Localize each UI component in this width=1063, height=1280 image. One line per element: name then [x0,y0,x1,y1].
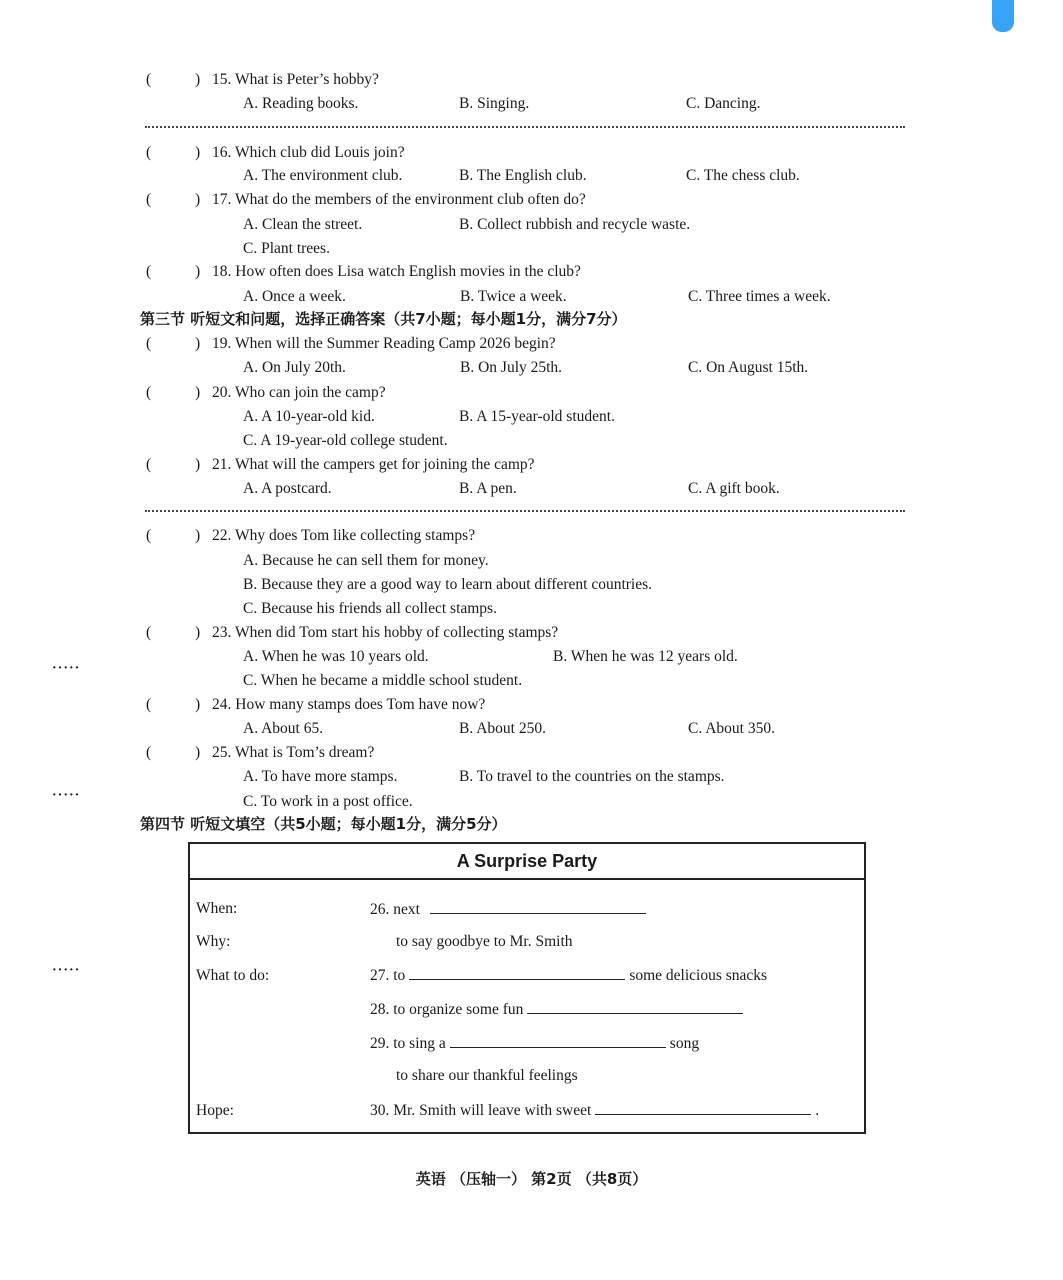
question-19-option-b: B. On July 25th. [460,359,563,376]
question-15-option-b: B. Singing. [459,95,530,112]
question-19-option-c: C. On August 15th. [688,359,809,376]
question-16-option-b: B. The English club. [459,167,587,184]
question-23-option-c: C. When he became a middle school student. [243,672,523,689]
item-29-suffix: song [669,1035,700,1052]
blank-26[interactable] [430,899,646,914]
question-20-option-c: C. A 19-year-old college student. [243,432,448,449]
answer-paren-open: ( [146,384,152,401]
item-29-text: 29. to sing a [370,1035,446,1052]
answer-paren-close: ) [195,744,201,761]
question-23-option-b: B. When he was 12 years old. [553,648,738,665]
hope-label: Hope: [196,1102,234,1119]
question-23-option-a: A. When he was 10 years old. [243,648,429,665]
answer-paren-close: ) [195,456,201,473]
question-17-option-c: C. Plant trees. [243,240,330,257]
question-22-option-c: C. Because his friends all collect stamps. [243,600,497,617]
question-17-stem: 17. What do the members of the environment club often do? [212,191,586,208]
answer-paren-close: ) [195,263,201,280]
blank-27[interactable] [409,965,625,980]
question-17-option-a: A. Clean the street. [243,216,363,233]
question-23-stem: 23. When did Tom start his hobby of collecting stamps? [212,624,559,641]
margin-dots: ····· [52,661,81,676]
answer-paren-close: ) [195,696,201,713]
item-29-line2: to share our thankful feelings [396,1067,578,1084]
why-text: to say goodbye to Mr. Smith [396,933,573,950]
page-footer: 英语 （压轴一） 第2页 （共8页） [415,1170,648,1188]
answer-paren-open: ( [146,624,152,641]
question-15-stem: 15. What is Peter’s hobby? [212,71,379,88]
when-label: When: [196,900,238,917]
question-16-option-c: C. The chess club. [686,167,800,184]
answer-paren-open: ( [146,144,152,161]
question-24-option-b: B. About 250. [459,720,546,737]
answer-paren-close: ) [195,527,201,544]
question-22-option-a: A. Because he can sell them for money. [243,552,489,569]
question-17-option-b: B. Collect rubbish and recycle waste. [459,216,691,233]
question-24-option-c: C. About 350. [688,720,775,737]
section-3-title: 第三节 听短文和问题，选择正确答案（共7小题；每小题1分，满分7分） [140,310,627,328]
item-26-text: 26. next [370,901,420,918]
item-30-suffix: . [815,1102,820,1119]
answer-paren-close: ) [195,624,201,641]
question-20-option-a: A. A 10-year-old kid. [243,408,375,425]
question-24-stem: 24. How many stamps does Tom have now? [212,696,486,713]
dotted-divider [145,510,905,512]
question-21-option-c: C. A gift book. [688,480,780,497]
blank-30[interactable] [595,1100,811,1115]
answer-paren-close: ) [195,191,201,208]
item-30 [370,1100,819,1121]
answer-paren-open: ( [146,527,152,544]
question-18-stem: 18. How often does Lisa watch English movies in the club? [212,263,581,280]
item-27-text: 27. to [370,967,406,984]
question-20-stem: 20. Who can join the camp? [212,384,386,401]
question-18-option-c: C. Three times a week. [688,288,831,305]
question-15-option-a: A. Reading books. [243,95,359,112]
answer-paren-open: ( [146,191,152,208]
answer-paren-open: ( [146,335,152,352]
question-19-option-a: A. On July 20th. [243,359,346,376]
question-21-option-b: B. A pen. [459,480,517,497]
what-to-do-label: What to do: [196,967,270,984]
question-18-option-b: B. Twice a week. [460,288,567,305]
item-30-text: 30. Mr. Smith will leave with sweet [370,1102,592,1119]
why-label: Why: [196,933,231,950]
fill-in-table [188,842,866,1134]
item-27-suffix: some delicious snacks [629,967,768,984]
item-26 [370,899,650,920]
dotted-divider [145,126,905,128]
question-20-option-b: B. A 15-year-old student. [459,408,615,425]
question-25-option-b: B. To travel to the countries on the stamps. [459,768,725,785]
answer-paren-close: ) [195,335,201,352]
answer-paren-open: ( [146,71,152,88]
item-28-text: 28. to organize some fun [370,1001,524,1018]
question-16-stem: 16. Which club did Louis join? [212,144,405,161]
margin-dots: ····· [52,788,81,803]
answer-paren-open: ( [146,744,152,761]
question-24-option-a: A. About 65. [243,720,324,737]
question-15-option-c: C. Dancing. [686,95,761,112]
answer-paren-open: ( [146,696,152,713]
answer-paren-open: ( [146,263,152,280]
question-25-option-c: C. To work in a post office. [243,793,413,810]
question-16-option-a: A. The environment club. [243,167,403,184]
table-title: A Surprise Party [190,844,864,880]
answer-paren-close: ) [195,71,201,88]
question-19-stem: 19. When will the Summer Reading Camp 2026 begin? [212,335,556,352]
answer-paren-close: ) [195,144,201,161]
question-22-stem: 22. Why does Tom like collecting stamps? [212,527,476,544]
question-25-option-a: A. To have more stamps. [243,768,398,785]
section-4-title: 第四节 听短文填空（共5小题；每小题1分，满分5分） [140,815,507,833]
answer-paren-open: ( [146,456,152,473]
item-28 [370,999,747,1020]
blank-28[interactable] [527,999,743,1014]
question-22-option-b: B. Because they are a good way to learn about different countries. [243,576,653,593]
margin-dots: ····· [52,963,81,978]
question-25-stem: 25. What is Tom’s dream? [212,744,375,761]
answer-paren-close: ) [195,384,201,401]
item-29 [370,1033,699,1054]
question-21-stem: 21. What will the campers get for joining the camp? [212,456,535,473]
question-18-option-a: A. Once a week. [243,288,346,305]
corner-tab[interactable] [992,0,1014,32]
blank-29[interactable] [450,1033,666,1048]
item-27 [370,965,767,986]
question-21-option-a: A. A postcard. [243,480,332,497]
